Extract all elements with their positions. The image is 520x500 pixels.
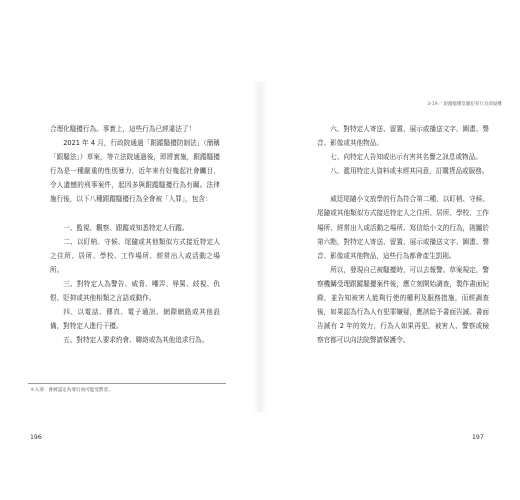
paragraph: 2021 年 4 月，行政院通過「跟蹤騷擾防制法」（簡稱「跟騷法」）草案，等立法院通過後，即將實施，跟蹤騷擾行為是一種嚴重的性別暴力，近年來有好幾起社會矚目，令人遺憾的刑事案件，起因多與跟蹤騷擾行為有關。法律施行後，以下八種跟蹤騷擾行為全會被「入罪」，包含：: [50, 139, 220, 204]
footnote-divider: [28, 383, 226, 384]
left-page-body: [50, 122, 220, 347]
paragraph-gap: [50, 207, 220, 221]
paragraph-gap: [317, 178, 489, 192]
paragraph: 合理化騷擾行為。事實上，這些行為已經違法了！: [50, 125, 196, 133]
list-item: 七、向特定人告知或出示有害其名譽之訊息或物品。: [330, 153, 482, 162]
paragraph: 所以，發現自己被騷擾時，可以去報警。草案規定，警察機關受理跟蹤騷擾案件後，應立刻開始調查，製作書面紀錄，並告知被害人能夠行使的權利及服務措施，而經調查後，如果認為行為人有犯罪嫌疑，應該給予書面告誡。書面告誡有 2 年的效力，行為人如果再犯，被害人、警察或檢察官都可以向法院聲請保護令。: [317, 265, 489, 345]
list-item: 三、對特定人為警告、威脅、嘲弄、辱罵、歧視、仇恨、貶抑或其他相類之言語或動作。: [50, 279, 220, 303]
list-item: 六、對特定人寄送、留置、展示或播送文字、圖畫、聲音、影像或其他物品。: [317, 125, 489, 148]
running-head: 3-19／ 跟蹤騷擾當屬犯罪行為與疑難: [427, 102, 502, 107]
book-gutter: [253, 82, 267, 412]
list-item: 八、濫用特定人資料或未經其同意，訂購貨品或服務。: [330, 167, 489, 176]
page-number-right: 197: [472, 434, 484, 441]
page-number-left: 196: [30, 434, 42, 441]
list-item: 一、監視、觀察、跟蹤或知悉特定人行蹤。: [63, 223, 189, 232]
list-item: 五、對特定人要求約會、聯絡或為其他追求行為。: [63, 336, 209, 345]
list-item: 二、以盯梢、守候、尾隨或其他類似方式接近特定人之住所、居所、學校、工作場所、經常出入或活動之場所。: [50, 237, 220, 274]
footnote: ＊入罪：會被認定為罪行而可能受罰者。: [30, 388, 113, 393]
right-page-body: [317, 122, 489, 347]
list-item: 四、以電話、傳真、電子通訊、網際網路或其他設備，對特定人進行干擾。: [50, 308, 220, 331]
paragraph: 威廷尾隨小文放學的行為符合第二種，以盯梢、守候、尾隨或其他類似方式接近特定人之住所、居所、學校、工作場所、經常出入或活動之場所。寫信給小文的行為，則屬於第六點，對特定人寄送、留置、展示或播送文字、圖畫、聲音、影像或其他物品，這些行為都會產生罰則。: [317, 195, 489, 260]
